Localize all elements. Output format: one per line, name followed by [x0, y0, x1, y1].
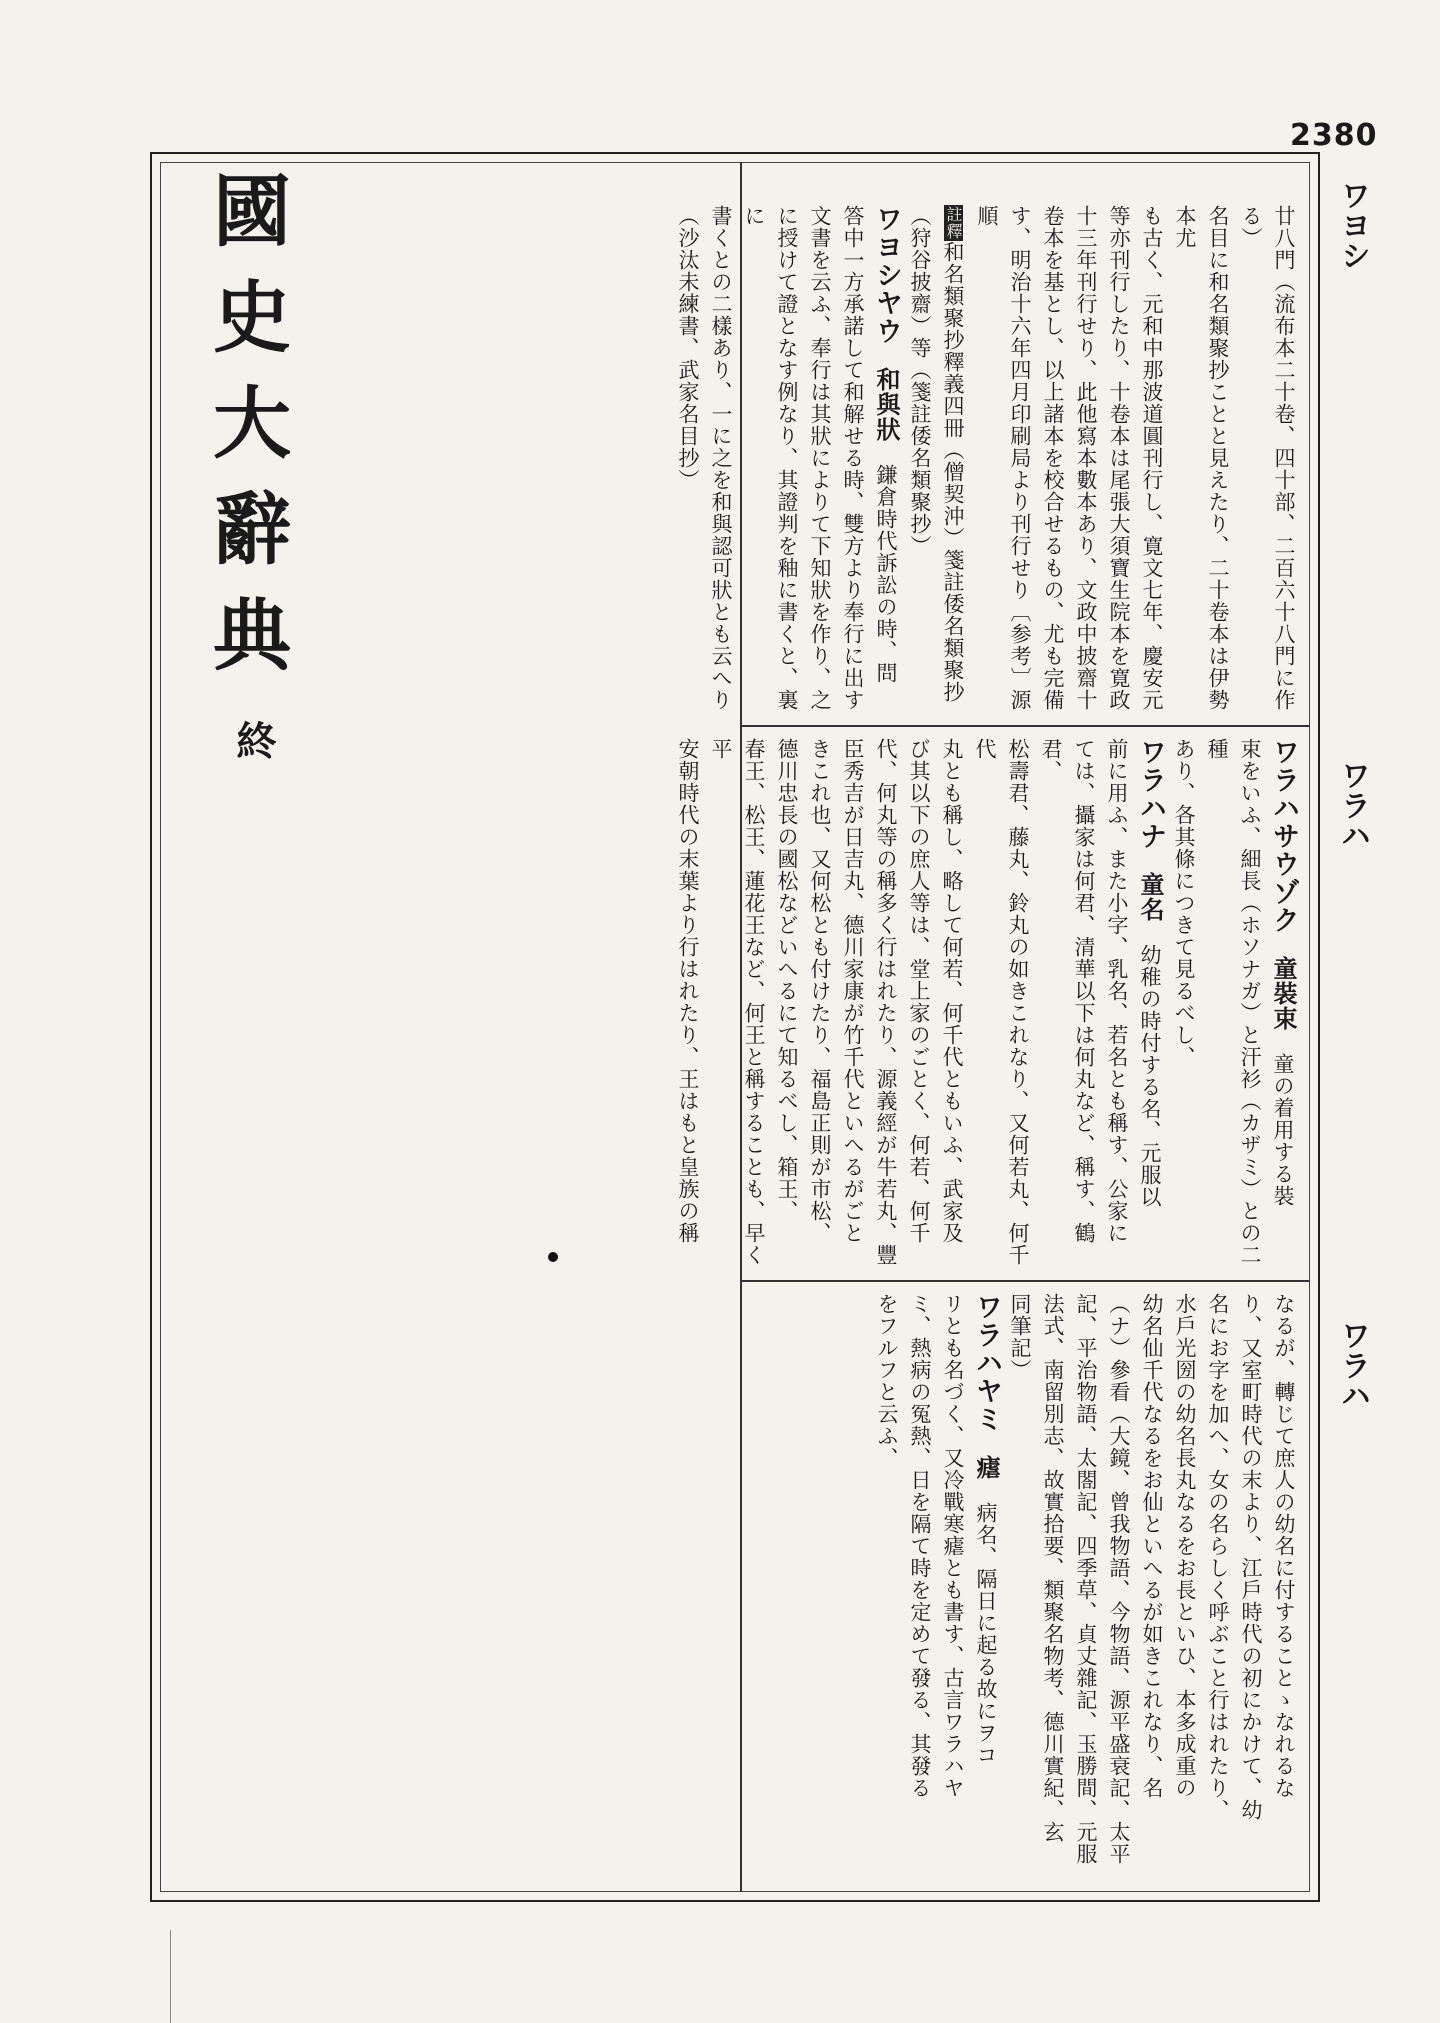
text-line: も古く、元和中那波道圓刊行し、寛文七年、慶安元 [1140, 205, 1164, 711]
text-line: 春王、松王、蓮花王など、何王と稱することも、早く平 [709, 738, 766, 1266]
text-line: 廿八門（流布本二十卷、四十部、二百六十八門に作る） [1239, 205, 1296, 711]
text-line: に授けて證となす例なり、其證判を釉に書くと、裏に [742, 205, 799, 711]
text-line: ミ、熱病の冤熱、日を隔て時を定めて發る、其發る [908, 1293, 932, 1799]
text-line: なるが、轉じて庶人の幼名に付することゝなれるな [1272, 1293, 1296, 1799]
text-line: 束をいふ、細長（ホソナガ）と汗衫（カザミ）との二種 [1205, 738, 1262, 1266]
entry-head [1133, 738, 1167, 1273]
section-middle [676, 738, 1300, 1273]
headword-kanji: 瘧 [972, 1455, 1001, 1480]
text-line: 安朝時代の末葉より行はれたり、王はもと皇族の稱 [676, 738, 700, 1244]
text-line: 卷本を基とし、以上諸本を校合せるもの、尤も完備 [1041, 205, 1065, 711]
entry-head [869, 205, 903, 715]
text-line: 記、平治物語、太閤記、四季草、貞丈雜記、玉勝間、元服 [1074, 1293, 1098, 1865]
entry-text: 幼稚の時付する名、元服以 [1138, 944, 1162, 1208]
text-line: す、明治十六年四月印刷局より刊行せり〔参考〕源順 [975, 205, 1032, 711]
text-line: 書くとの二樣あり、一に之を和與認可狀とも云へり [709, 205, 733, 711]
text-line: り、又室町時代の末より、江戶時代の初にかけて、幼 [1239, 1293, 1263, 1821]
headword: ワラハサウゾク [1268, 738, 1299, 934]
text-line: 文書を云ふ、奉行は其狀によりて下知狀を作り、之 [808, 205, 832, 711]
text-line: 丸とも稱し、略して何若、何千代ともいふ、武家及 [940, 738, 964, 1244]
text-line: （沙汰未練書、武家名目抄） [676, 205, 700, 491]
page-number: 2380 [1290, 118, 1378, 153]
text-line: （狩谷披齋）等（箋註倭名類聚抄） [908, 205, 932, 557]
reference-tag: 註釋 [944, 206, 963, 240]
text-line: 法式、南留別志、故實拾要、類聚名物考、德川實紀、玄 [1041, 1293, 1065, 1843]
entry-head [1266, 738, 1300, 1273]
text-line: ては、攝家は何君、清華以下は何丸など、稱す、鶴君、 [1039, 738, 1096, 1244]
text-line: あり、各其條につきて見るべし、 [1172, 738, 1196, 1068]
margin-index-1: ワヨシ [1335, 180, 1370, 270]
entry-text: 鎌倉時代訴訟の時、問 [874, 464, 898, 684]
entry-text: 病名、隔日に起る故にヲコ [974, 1502, 998, 1766]
section-top [676, 205, 1300, 715]
ink-dot [548, 1252, 558, 1262]
headword-kanji: 童名 [1136, 872, 1165, 922]
text-line: 水戶光圀の幼名長丸なるをお長といひ、本多成重の [1173, 1293, 1197, 1799]
text-line: （ナ）參看（大鏡、曾我物語、今物語、源平盛衰記、太平 [1107, 1293, 1131, 1865]
text-line: 十三年刊行せり、此他寫本數本あり、文政中披齋十 [1074, 205, 1098, 711]
book-end-mark: 終 [230, 720, 277, 760]
text-line: をフルフと云ふ、 [875, 1293, 899, 1469]
section-divider-1 [740, 725, 1310, 727]
text-line: 答中一方承諾して和解せる時、雙方より奉行に出す [841, 205, 865, 711]
headword-kanji: 和與狀 [872, 367, 901, 442]
headword: ワヨシヤウ [871, 205, 902, 345]
text-line: 松壽君、藤丸、鈴丸の如きこれなり、又何若丸、何千代 [973, 738, 1030, 1266]
text-line: 幼名仙千代なるをお仙といへるが如きこれなり、名 [1140, 1293, 1164, 1799]
headword-kanji: 童裝束 [1269, 956, 1298, 1031]
text-line: 德川忠長の國松などいへるにて知るべし、箱王、 [775, 738, 799, 1222]
text-line: 代、何丸等の稱多く行はれたり、源義經が牛若丸、豐 [874, 738, 898, 1266]
text-line: 前に用ふ、また小字、乳名、若名とも稱す、公家に [1105, 738, 1129, 1244]
reference-line [936, 205, 970, 715]
text-line: 同筆記） [1008, 1293, 1032, 1381]
reference-text: 和名類聚抄釋義四冊（僧契沖）箋註倭名類聚抄 [941, 241, 965, 703]
text-line: 等亦刊行したり、十卷本は尾張大須寶生院本を寛政 [1107, 205, 1131, 711]
margin-index-2: ワラハ [1335, 760, 1370, 850]
text-line: 臣秀吉が日吉丸、德川家康が竹千代といへるがごと [841, 738, 865, 1244]
margin-index-3: ワラハ [1335, 1320, 1370, 1410]
scan-artifact-line [170, 1930, 171, 2023]
book-title: 國史大辭典 [200, 170, 291, 700]
section-divider-2 [740, 1280, 1310, 1282]
text-line: リとも名づく、又冷戰寒瘧とも書す、古言ワラハヤ [941, 1293, 965, 1799]
text-line: 名にお字を加へ、女の名らしく呼ぶこと行はれたり、 [1206, 1293, 1230, 1821]
entry-text: 童の着用する裝 [1271, 1053, 1295, 1207]
text-line: 名目に和名類聚抄ことと見えたり、二十卷本は伊勢本尤 [1173, 205, 1230, 711]
text-line: きこれ也、又何松とも付けたり、福島正則が市松、 [808, 738, 832, 1244]
entry-head [969, 1293, 1003, 1883]
text-line: び其以下の庶人等は、堂上家のごとく、何若、何千 [907, 738, 931, 1244]
headword: ワラハナ [1135, 738, 1166, 850]
section-bottom [752, 1293, 1300, 1883]
headword: ワラハヤミ [971, 1293, 1002, 1433]
